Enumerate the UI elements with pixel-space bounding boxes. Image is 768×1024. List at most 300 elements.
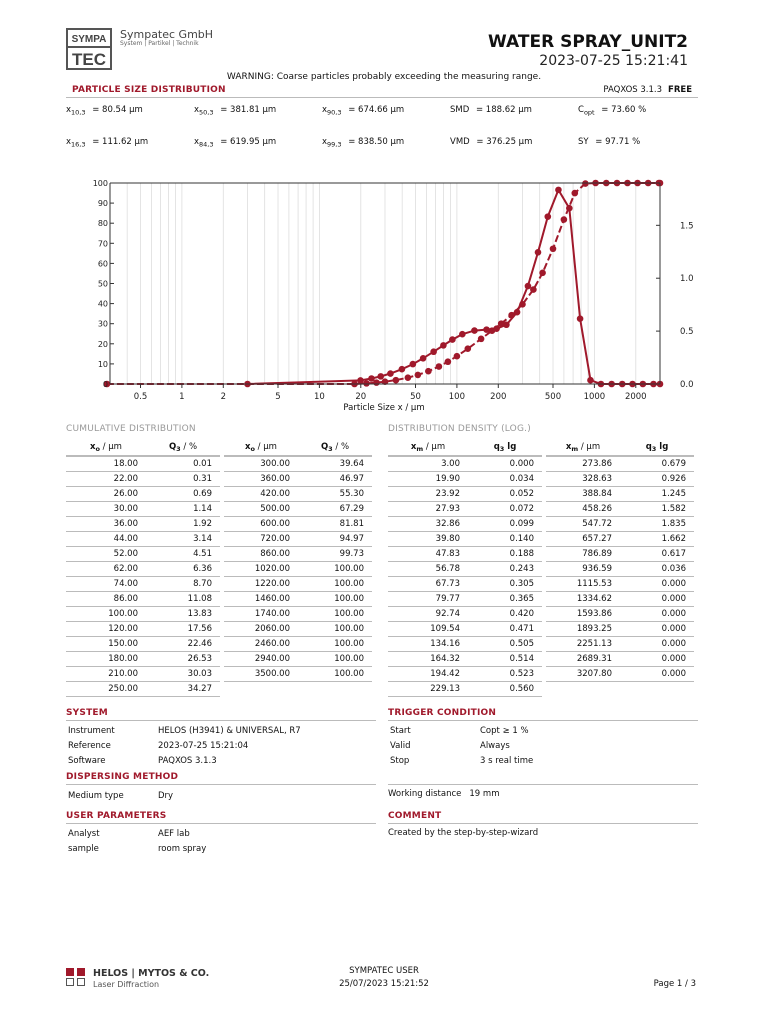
table-cell: 100.00	[66, 606, 146, 621]
table-cell: 67.29	[298, 501, 372, 516]
table-cell: 194.42	[388, 666, 468, 681]
density-point	[357, 377, 364, 384]
x-tick-label: 10	[313, 392, 325, 402]
comment-title: COMMENT	[388, 811, 442, 821]
divider	[66, 823, 376, 824]
cumulative-point	[530, 286, 537, 293]
table-cell: 860.00	[224, 546, 298, 561]
density-point	[410, 361, 417, 368]
table-cell: 44.00	[66, 531, 146, 546]
table-cell: 100.00	[298, 606, 372, 621]
table-cell: 0.243	[468, 561, 542, 576]
table-cell: 1.662	[620, 531, 694, 546]
table-row	[546, 591, 694, 606]
cumulative-point	[454, 353, 461, 360]
table-cell: 1460.00	[224, 591, 298, 606]
table-row	[388, 636, 542, 651]
cumulative-point	[363, 380, 370, 387]
table-cell: 547.72	[546, 516, 620, 531]
table-row	[66, 666, 220, 681]
x-tick-label: 1000	[583, 392, 606, 402]
table-cell: 1.582	[620, 501, 694, 516]
table-row	[546, 606, 694, 621]
table-cell: 100.00	[298, 576, 372, 591]
table-row	[546, 576, 694, 591]
table-row	[224, 486, 372, 501]
table-cell: 17.56	[146, 621, 220, 636]
table-cell: 2460.00	[224, 636, 298, 651]
x-tick-label: 20	[355, 392, 367, 402]
table-row	[224, 561, 372, 576]
density-curve	[248, 190, 661, 384]
table-row	[66, 621, 220, 636]
table-row	[546, 471, 694, 486]
table-cell: 36.00	[66, 516, 146, 531]
table-row	[224, 651, 372, 666]
table-cell: 39.64	[298, 456, 372, 471]
density-point	[555, 187, 562, 194]
table-cell: 0.505	[468, 636, 542, 651]
table-cell: 86.00	[66, 591, 146, 606]
cumulative-point	[550, 245, 557, 252]
brand-subtitle: Laser Diffraction	[93, 980, 160, 989]
report-title: WATER SPRAY_UNIT2	[488, 32, 688, 52]
y-left-tick-label: 30	[97, 319, 108, 329]
cumulative-point	[415, 372, 422, 379]
divider	[388, 720, 698, 721]
info-label: Start	[390, 726, 411, 736]
table-row	[224, 531, 372, 546]
x-tick-label: 2000	[624, 392, 647, 402]
table-cell: 0.617	[620, 546, 694, 561]
table-cell: 6.36	[146, 561, 220, 576]
psd-param: $x_{90,3} = 674.66$ µm	[322, 105, 405, 117]
table-cell: 23.92	[388, 486, 468, 501]
table-cell: 458.26	[546, 501, 620, 516]
table-cell: 3.00	[388, 456, 468, 471]
table-cell: 62.00	[66, 561, 146, 576]
table-cell: 0.471	[468, 621, 542, 636]
density-point	[377, 373, 384, 380]
table-cell: 1740.00	[224, 606, 298, 621]
table-cell: 47.83	[388, 546, 468, 561]
table-row	[546, 561, 694, 576]
psd-param: $x_{99,3} = 838.50$ µm	[322, 137, 405, 149]
psd-param: $x_{50,3} = 381.81$ µm	[194, 105, 277, 117]
info-label: Stop	[390, 756, 410, 766]
table-cell: 0.000	[620, 666, 694, 681]
psd-param: SMD = 188.62 µm	[450, 105, 532, 115]
table-row	[388, 651, 542, 666]
cumulative-point	[478, 336, 485, 343]
table-cell: 2689.31	[546, 651, 620, 666]
table-cell: 46.97	[298, 471, 372, 486]
table-cell: 1.92	[146, 516, 220, 531]
density-title: DISTRIBUTION DENSITY (LOG.)	[388, 424, 531, 434]
table-cell: 0.69	[146, 486, 220, 501]
table-cell: 22.00	[66, 471, 146, 486]
info-row	[68, 725, 301, 738]
density-point	[544, 213, 551, 220]
x-tick-label: 5	[275, 392, 281, 402]
table-row	[66, 561, 220, 576]
table-cell: 1220.00	[224, 576, 298, 591]
svg-text:SYMPA: SYMPA	[71, 34, 107, 45]
table-cell: 936.59	[546, 561, 620, 576]
footer-timestamp: 25/07/2023 15:21:52	[339, 979, 429, 989]
table-cell: 0.305	[468, 576, 542, 591]
table-cell: 27.93	[388, 501, 468, 516]
x-tick-label: 50	[410, 392, 421, 402]
cumulative-table-2: $x_o$ / µm $Q_3$ / % 300.00 39.64 360.00 46.97 420.00 55.30 500.00 67.29 600.00 81.81 720.00 94.97 860.00 99.73 1020.00 100.00 1220.00 100.00 1460.00 100.00 1740.00 100.00 2060.00 100.00 2460.00 100.00 2940.00 100.00 3500.00 100.00	[224, 440, 372, 682]
table-row	[388, 681, 542, 696]
table-row	[388, 546, 542, 561]
table-row	[224, 606, 372, 621]
table-cell: 0.052	[468, 486, 542, 501]
cumulative-point	[582, 180, 589, 187]
table-cell: 0.000	[620, 591, 694, 606]
table-cell: 273.86	[546, 456, 620, 471]
table-row	[388, 531, 542, 546]
table-cell: 134.16	[388, 636, 468, 651]
table-row	[224, 501, 372, 516]
table-row	[66, 486, 220, 501]
table-row	[546, 546, 694, 561]
table-row	[224, 621, 372, 636]
table-row	[388, 486, 542, 501]
table-cell: 0.420	[468, 606, 542, 621]
table-row	[388, 591, 542, 606]
density-point	[368, 375, 375, 382]
table-cell: 0.034	[468, 471, 542, 486]
table-cell: 210.00	[66, 666, 146, 681]
table-row	[66, 516, 220, 531]
density-point	[503, 321, 510, 328]
info-row	[68, 755, 301, 768]
table-cell: 13.83	[146, 606, 220, 621]
table-cell: 39.80	[388, 531, 468, 546]
table-row	[224, 666, 372, 681]
page-number: Page 1 / 3	[653, 979, 696, 989]
info-value: room spray	[158, 844, 207, 854]
table-cell: 657.27	[546, 531, 620, 546]
info-label: Reference	[68, 741, 111, 751]
user-params-table	[66, 826, 208, 858]
table-cell: 4.51	[146, 546, 220, 561]
info-label: Analyst	[68, 829, 100, 839]
table-cell: 0.679	[620, 456, 694, 471]
table-cell: 0.000	[620, 621, 694, 636]
info-value: AEF lab	[158, 829, 190, 839]
table-cell: 67.73	[388, 576, 468, 591]
info-label: Medium type	[68, 791, 124, 801]
psd-param: $x_{16,3} = 111.62$ µm	[66, 137, 149, 149]
table-cell: 150.00	[66, 636, 146, 651]
psd-section-title: PARTICLE SIZE DISTRIBUTION	[72, 85, 226, 95]
table-cell: 300.00	[224, 456, 298, 471]
table-cell: 420.00	[224, 486, 298, 501]
psd-param: $x_{84,3} = 619.95$ µm	[194, 137, 277, 149]
y-left-tick-label: 90	[97, 199, 108, 209]
x-tick-label: 1	[179, 392, 185, 402]
density-point	[387, 370, 394, 377]
x-tick-label: 100	[448, 392, 466, 402]
y-right-tick-label: 1.0	[680, 274, 694, 285]
table-row	[546, 621, 694, 636]
table-cell: 2940.00	[224, 651, 298, 666]
psd-param: VMD = 376.25 µm	[450, 137, 533, 147]
table-cell: 100.00	[298, 666, 372, 681]
table-row	[224, 636, 372, 651]
table-cell: 100.00	[298, 636, 372, 651]
table-cell: 180.00	[66, 651, 146, 666]
table-cell: 1334.62	[546, 591, 620, 606]
x-axis-label: Particle Size x / µm	[343, 403, 425, 413]
table-row	[388, 606, 542, 621]
table-cell: 1.245	[620, 486, 694, 501]
density-point	[440, 342, 447, 349]
info-value: Dry	[158, 791, 174, 801]
y-right-tick-label: 0.5	[680, 327, 694, 338]
table-row	[388, 576, 542, 591]
dispersing-table	[66, 788, 175, 805]
info-row	[68, 790, 173, 803]
table-row	[224, 591, 372, 606]
table-cell: 100.00	[298, 651, 372, 666]
table-cell: 500.00	[224, 501, 298, 516]
y-left-tick-label: 10	[97, 359, 108, 369]
info-label: Instrument	[68, 726, 115, 736]
table-cell: 120.00	[66, 621, 146, 636]
psd-param: $x_{10,3} = 80.54$ µm	[66, 105, 143, 117]
table-row	[66, 456, 220, 471]
y-left-tick-label: 80	[97, 219, 108, 229]
table-row	[388, 666, 542, 681]
cumulative-point	[539, 270, 546, 277]
info-value: PAQXOS 3.1.3	[158, 756, 217, 766]
cumulative-point	[436, 363, 443, 370]
cumulative-point	[425, 368, 432, 375]
divider	[388, 784, 698, 785]
density-point	[493, 325, 500, 332]
table-row	[546, 516, 694, 531]
table-cell: 26.00	[66, 486, 146, 501]
cumulative-table-1: $x_o$ / µm $Q_3$ / % 18.00 0.01 22.00 0.31 26.00 0.69 30.00 1.14 36.00 1.92 44.00 3.14 52.00 4.51 62.00 6.36 74.00 8.70 86.00 11.08 100.00 13.83 120.00 17.56 150.00 22.46 180.00 26.53 210.00 30.03 250.00 34.27	[66, 440, 220, 697]
table-cell: 0.099	[468, 516, 542, 531]
table-row	[546, 651, 694, 666]
info-label: Valid	[390, 741, 411, 751]
cumulative-title: CUMULATIVE DISTRIBUTION	[66, 424, 196, 434]
table-row	[66, 681, 220, 696]
table-cell: 34.27	[146, 681, 220, 696]
table-cell: 74.00	[66, 576, 146, 591]
table-row	[546, 486, 694, 501]
system-table	[66, 723, 303, 770]
density-point	[535, 249, 542, 256]
table-cell: 8.70	[146, 576, 220, 591]
info-row	[390, 725, 533, 738]
table-cell: 1.835	[620, 516, 694, 531]
info-value: Copt ≥ 1 %	[480, 726, 529, 736]
psd-param: $C_{opt} = 73.60$ %	[578, 105, 647, 117]
brand-name: HELOS | MYTOS & CO.	[93, 968, 210, 979]
dispersing-title: DISPERSING METHOD	[66, 772, 179, 782]
y-left-tick-label: 60	[97, 259, 108, 269]
table-cell: 360.00	[224, 471, 298, 486]
cumulative-point	[571, 190, 578, 197]
y-left-tick-label: 0	[102, 380, 108, 389]
table-row	[388, 516, 542, 531]
divider	[66, 97, 698, 98]
density-point	[483, 326, 490, 333]
table-row	[388, 456, 542, 471]
table-cell: 3500.00	[224, 666, 298, 681]
y-left-tick-label: 20	[97, 339, 108, 349]
table-row	[66, 606, 220, 621]
trigger-table	[388, 723, 535, 770]
svg-text:TEC: TEC	[72, 50, 106, 69]
footer-user: SYMPATEC USER	[349, 966, 419, 976]
table-cell: 19.90	[388, 471, 468, 486]
table-cell: 32.86	[388, 516, 468, 531]
table-cell: 3207.80	[546, 666, 620, 681]
cumulative-point	[405, 374, 412, 381]
comment-text: Created by the step-by-step-wizard	[388, 828, 539, 838]
table-cell: 99.73	[298, 546, 372, 561]
info-value: Always	[480, 741, 510, 751]
table-cell: 0.523	[468, 666, 542, 681]
info-row	[390, 755, 533, 768]
table-cell: 229.13	[388, 681, 468, 696]
table-cell: 2251.13	[546, 636, 620, 651]
density-point	[566, 205, 573, 212]
table-cell: 0.072	[468, 501, 542, 516]
info-row	[68, 843, 206, 856]
table-cell: 81.81	[298, 516, 372, 531]
y-right-tick-label: 0.0	[680, 380, 694, 390]
table-row	[546, 456, 694, 471]
density-point	[430, 348, 437, 355]
table-cell: 164.32	[388, 651, 468, 666]
density-point	[449, 336, 456, 343]
psd-param: SY = 97.71 %	[578, 137, 641, 147]
table-cell: 0.000	[620, 651, 694, 666]
table-cell: 109.54	[388, 621, 468, 636]
cumulative-point	[393, 377, 400, 384]
table-cell: 18.00	[66, 456, 146, 471]
table-cell: 11.08	[146, 591, 220, 606]
density-table-1: $x_m$ / µm $q_3$ lg 3.00 0.000 19.90 0.034 23.92 0.052 27.93 0.072 32.86 0.099 39.80 0.140 47.83 0.188 56.78 0.243 67.73 0.305 79.77 0.365 92.74 0.420 109.54 0.471 134.16 0.505 164.32 0.514 194.42 0.523 229.13 0.560	[388, 440, 542, 697]
table-row	[224, 456, 372, 471]
sympatec-logo	[66, 28, 112, 70]
company-name: Sympatec GmbH	[120, 28, 214, 41]
info-label: sample	[68, 844, 99, 854]
working-distance: Working distance 19 mm	[388, 789, 500, 799]
license-badge: FREE	[668, 85, 692, 95]
table-cell: 0.036	[620, 561, 694, 576]
info-label: Software	[68, 756, 106, 766]
table-row	[224, 576, 372, 591]
table-row	[66, 591, 220, 606]
info-value: 2023-07-25 15:21:04	[158, 741, 249, 751]
table-row	[66, 576, 220, 591]
info-row	[390, 740, 533, 753]
density-point	[525, 283, 532, 290]
report-datetime: 2023-07-25 15:21:41	[539, 53, 688, 69]
table-cell: 0.31	[146, 471, 220, 486]
divider	[388, 823, 698, 824]
user-params-title: USER PARAMETERS	[66, 811, 167, 821]
table-cell: 55.30	[298, 486, 372, 501]
table-cell: 0.140	[468, 531, 542, 546]
table-cell: 1115.53	[546, 576, 620, 591]
x-tick-label: 200	[490, 392, 507, 402]
table-row	[224, 471, 372, 486]
table-row	[66, 651, 220, 666]
software-version: PAQXOS 3.1.3 FREE	[603, 85, 692, 95]
density-table-2: $x_m$ / µm $q_3$ lg 273.86 0.679 328.63 0.926 388.84 1.245 458.26 1.582 547.72 1.835 657.27 1.662 786.89 0.617 936.59 0.036 1115.53 0.000 1334.62 0.000 1593.86 0.000 1893.25 0.000 2251.13 0.000 2689.31 0.000 3207.80 0.000	[546, 440, 694, 682]
density-point	[471, 327, 478, 334]
table-cell: 100.00	[298, 591, 372, 606]
table-cell: 250.00	[66, 681, 146, 696]
table-row	[66, 501, 220, 516]
table-cell: 52.00	[66, 546, 146, 561]
table-row	[66, 546, 220, 561]
table-row	[388, 471, 542, 486]
density-point	[459, 331, 466, 338]
cumulative-point	[445, 358, 452, 365]
cumulative-point	[561, 216, 568, 223]
table-cell: 0.000	[620, 576, 694, 591]
divider	[66, 720, 376, 721]
table-row	[546, 501, 694, 516]
table-row	[546, 666, 694, 681]
table-cell: 79.77	[388, 591, 468, 606]
table-cell: 100.00	[298, 621, 372, 636]
table-cell: 1020.00	[224, 561, 298, 576]
table-cell: 388.84	[546, 486, 620, 501]
table-row	[224, 516, 372, 531]
y-left-tick-label: 70	[97, 239, 108, 249]
info-row	[68, 828, 206, 841]
table-cell: 26.53	[146, 651, 220, 666]
table-row	[546, 636, 694, 651]
table-cell: 786.89	[546, 546, 620, 561]
table-cell: 3.14	[146, 531, 220, 546]
company-tagline: System | Partikel | Technik	[120, 40, 199, 47]
table-row	[66, 531, 220, 546]
warning-message: WARNING: Coarse particles probably exceeding the measuring range.	[226, 72, 542, 82]
x-tick-label: 500	[544, 392, 562, 402]
cumulative-point	[464, 345, 471, 352]
table-row	[388, 501, 542, 516]
table-row	[388, 561, 542, 576]
x-tick-label: 2	[220, 392, 226, 402]
table-cell: 0.560	[468, 681, 542, 696]
table-row	[546, 531, 694, 546]
table-row	[388, 621, 542, 636]
table-cell: 2060.00	[224, 621, 298, 636]
density-point	[587, 377, 594, 384]
density-point	[514, 309, 521, 316]
x-tick-label: 0.5	[133, 392, 148, 402]
density-point	[577, 315, 584, 322]
table-row	[66, 636, 220, 651]
table-cell: 0.926	[620, 471, 694, 486]
system-title: SYSTEM	[66, 708, 108, 718]
density-point	[399, 366, 406, 373]
info-value: 3 s real time	[480, 756, 534, 766]
